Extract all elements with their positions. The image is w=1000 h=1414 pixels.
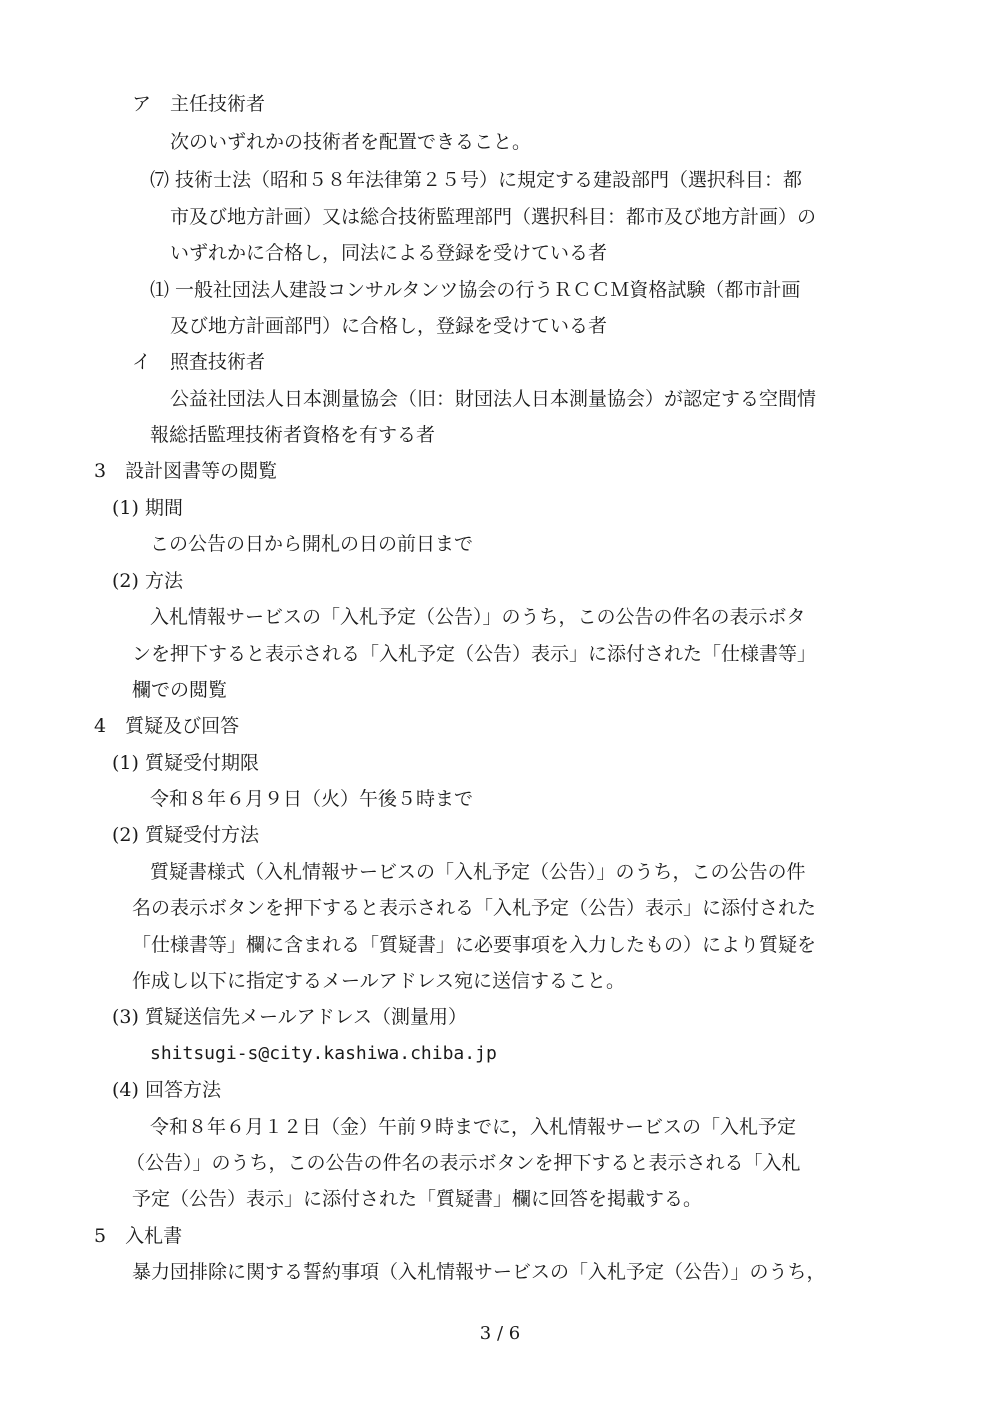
subheading-question-deadline: (1) 質疑受付期限 <box>112 752 259 774</box>
list-item-line: いずれかに合格し，同法による登録を受けている者 <box>170 242 608 264</box>
list-item-line: 及び地方計画部門）に合格し，登録を受けている者 <box>170 315 608 337</box>
paragraph-line: 予定（公告）表示」に添付された「質疑書」欄に回答を掲載する。 <box>132 1188 703 1210</box>
paragraph-line: 名の表示ボタンを押下すると表示される「入札予定（公告）表示」に添付された <box>132 897 817 919</box>
paragraph-line: 暴力団排除に関する誓約事項（入札情報サービスの「入札予定（公告）」のうち， <box>132 1261 826 1283</box>
list-item-line: 市及び地方計画）又は総合技術監理部門（選択科目：都市及び地方計画）の <box>170 206 817 228</box>
subheading-question-method: (2) 質疑受付方法 <box>112 824 259 846</box>
paragraph-line: 公益社団法人日本測量協会（旧：財団法人日本測量協会）が認定する空間情 <box>170 388 817 410</box>
paragraph-line: 欄での閲覧 <box>132 679 228 701</box>
list-item-line: ⑴ 一般社団法人建設コンサルタンツ協会の行うＲＣＣＭ資格試験（都市計画 <box>150 279 801 301</box>
paragraph-line: （公告）」のうち，この公告の件名の表示ボタンを押下すると表示される「入札 <box>126 1152 801 1174</box>
subheading-period: (1) 期間 <box>112 497 183 519</box>
subheading-question-email: (3) 質疑送信先メールアドレス（測量用） <box>112 1006 468 1028</box>
paragraph-line: 入札情報サービスの「入札予定（公告）」のうち，この公告の件名の表示ボタ <box>150 606 806 628</box>
section-heading-3: 3 設計図書等の閲覧 <box>94 460 278 482</box>
paragraph-line: 令和８年６月１２日（金）午前９時までに，入札情報サービスの「入札予定 <box>150 1116 797 1138</box>
paragraph-line: ンを押下すると表示される「入札予定（公告）表示」に添付された「仕様書等」 <box>132 643 817 665</box>
paragraph-line: 次のいずれかの技術者を配置できること。 <box>170 131 532 153</box>
paragraph-line: 「仕様書等」欄に含まれる「質疑書」に必要事項を入力したもの）により質疑を <box>132 934 817 956</box>
email-address-link[interactable]: shitsugi-s@city.kashiwa.chiba.jp <box>150 1043 497 1064</box>
paragraph-line: 報総括監理技術者資格を有する者 <box>150 424 436 446</box>
page-number: 3 / 6 <box>479 1323 521 1344</box>
paragraph-line: 作成し以下に指定するメールアドレス宛に送信すること。 <box>132 970 626 992</box>
list-item-line: ⑺ 技術士法（昭和５８年法律第２５号）に規定する建設部門（選択科目：都 <box>150 169 803 191</box>
paragraph-line: 令和８年６月９日（火）午後５時まで <box>150 788 474 810</box>
subheading-method: (2) 方法 <box>112 570 183 592</box>
paragraph-line: この公告の日から開札の日の前日まで <box>150 533 474 555</box>
heading-chief-engineer: ア 主任技術者 <box>132 93 266 115</box>
heading-checking-engineer: イ 照査技術者 <box>132 351 266 373</box>
subheading-answer-method: (4) 回答方法 <box>112 1079 221 1101</box>
section-heading-5: 5 入札書 <box>94 1225 183 1247</box>
paragraph-line: 質疑書様式（入札情報サービスの「入札予定（公告）」のうち，この公告の件 <box>150 861 806 883</box>
section-heading-4: 4 質疑及び回答 <box>94 715 240 737</box>
